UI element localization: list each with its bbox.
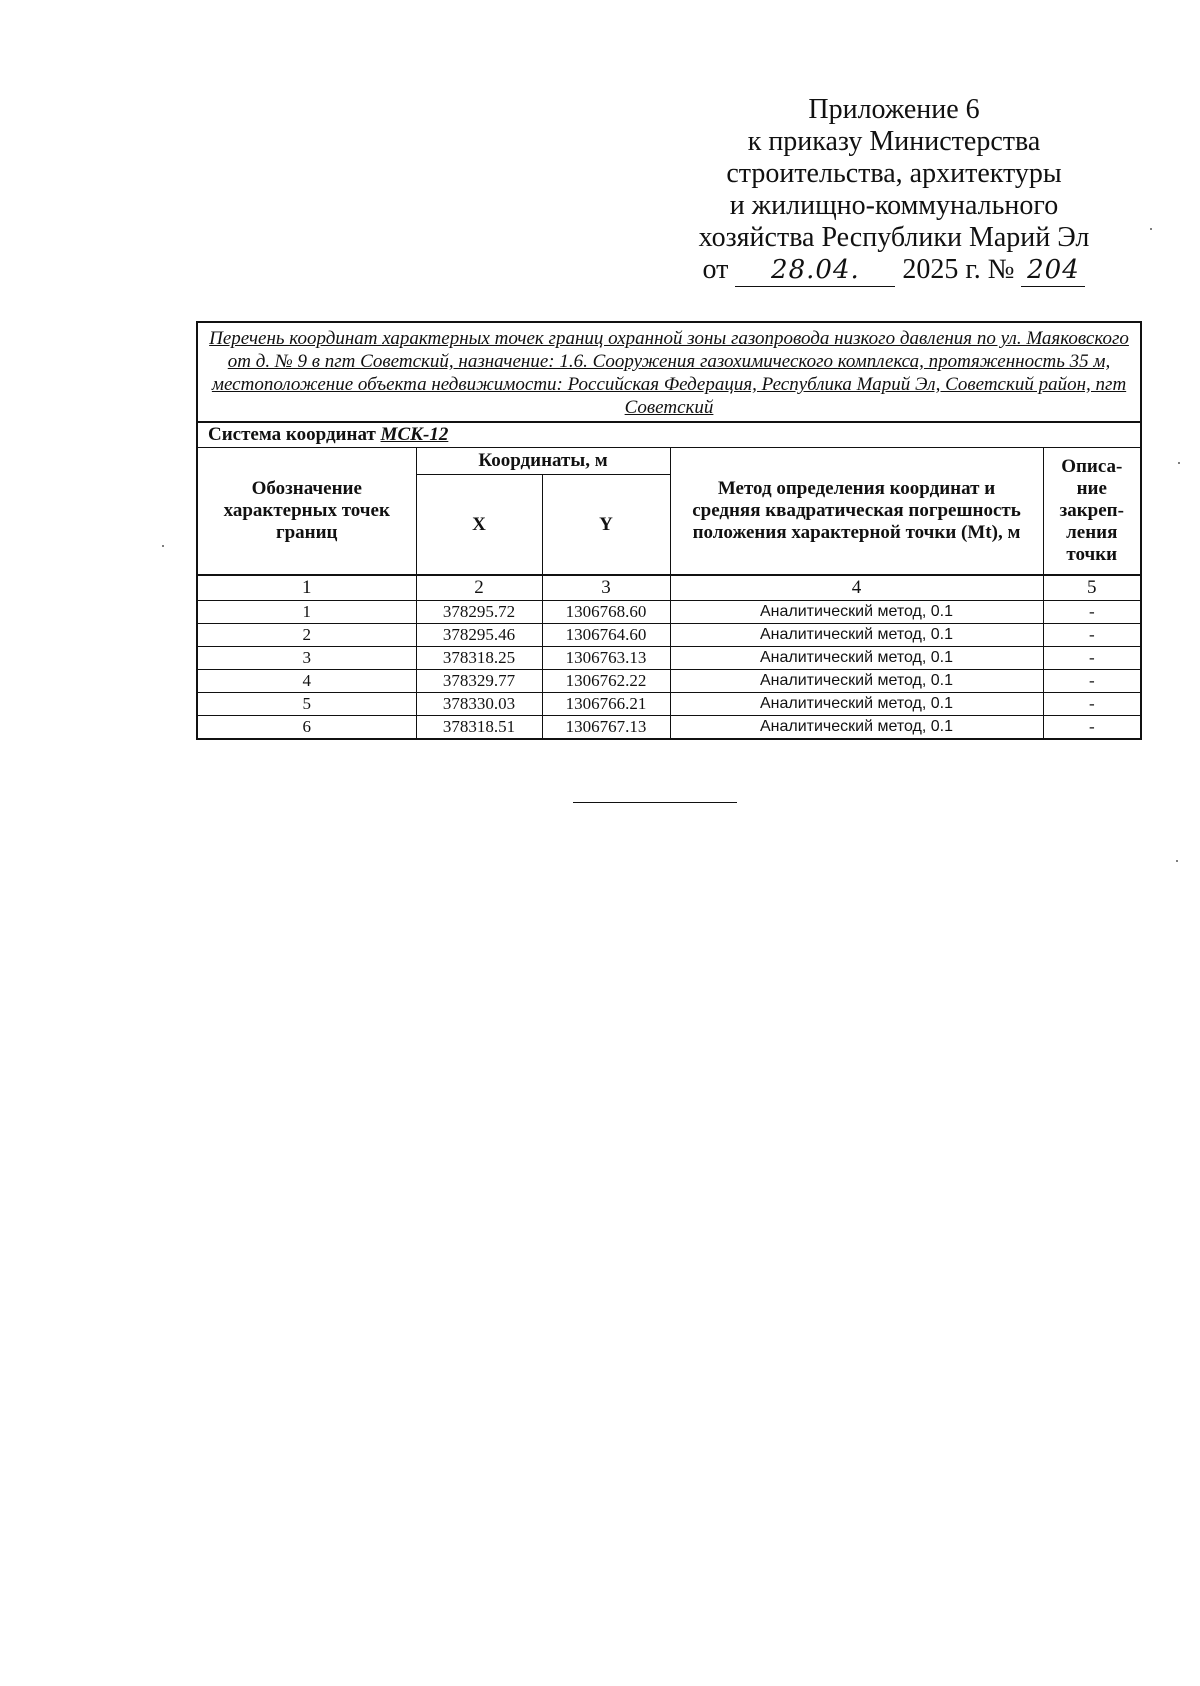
table-row [197,624,1141,647]
header-y: Y [542,475,670,576]
cell-point: 2 [197,624,416,647]
header-coords: Координаты, м [416,448,670,475]
table-title: Перечень координат характерных точек границ охранной зоны газопровода низкого давления по ул. Маяковского от д. № 9 в пгт Советский, назначение: 1.6. Сооружения газохимического комплекса, протяженность 35 м, местоположение объекта недвижимости: Российская Федерация, Республика Марий Эл, Советский район, пгт Советский [197,322,1141,422]
scan-speck [1178,462,1180,464]
header-x: X [416,475,542,576]
cell-method: Аналитический метод, 0.1 [670,716,1043,740]
coord-system-name: МСК-12 [380,424,449,445]
column-number: 2 [416,575,542,601]
cell-x: 378295.72 [416,601,542,624]
coord-system-label: Система координат [208,424,376,445]
cell-method: Аналитический метод, 0.1 [670,601,1043,624]
year-text: 2025 г. № [902,254,1015,285]
cell-method: Аналитический метод, 0.1 [670,647,1043,670]
cell-x: 378318.25 [416,647,542,670]
cell-point: 3 [197,647,416,670]
cell-point: 6 [197,716,416,740]
header-method: Метод определения координат и средняя квадратическая погрешность положения характерной точки (Mt), м [670,448,1043,576]
coordinates-table [196,321,1142,740]
header-row-1 [197,448,1141,475]
cell-desc: - [1043,670,1141,693]
cell-desc: - [1043,624,1141,647]
cell-desc: - [1043,693,1141,716]
cell-point: 4 [197,670,416,693]
column-number: 1 [197,575,416,601]
order-number-field [1021,254,1085,287]
cell-point: 1 [197,601,416,624]
cell-y: 1306764.60 [542,624,670,647]
cell-method: Аналитический метод, 0.1 [670,670,1043,693]
header-line-1: Приложение 6 [808,94,980,125]
column-numbers-row [197,575,1141,601]
handwritten-number: 204 [1027,255,1080,285]
closing-rule [573,802,737,803]
table-row [197,693,1141,716]
handwritten-date: 28.04. [771,255,860,285]
cell-x: 378329.77 [416,670,542,693]
cell-x: 378318.51 [416,716,542,740]
header-desc: Описа-ние закреп-ления точки [1043,448,1141,576]
cell-desc: - [1043,716,1141,740]
header-line-2: к приказу Министерства [747,126,1041,157]
cell-x: 378330.03 [416,693,542,716]
cell-desc: - [1043,647,1141,670]
cell-method: Аналитический метод, 0.1 [670,693,1043,716]
header-line-4: и жилищно-коммунального [729,190,1059,221]
cell-y: 1306766.21 [542,693,670,716]
header-date-line [684,254,1104,287]
column-number: 3 [542,575,670,601]
date-prefix: от [702,254,729,285]
scan-speck [162,545,164,547]
column-number: 4 [670,575,1043,601]
coord-system-row [197,422,1141,448]
header-line-5: хозяйства Республики Марий Эл [698,222,1090,253]
cell-point: 5 [197,693,416,716]
date-field [735,254,895,287]
table-row [197,670,1141,693]
cell-y: 1306763.13 [542,647,670,670]
header-point: Обозначение характерных точек границ [197,448,416,576]
cell-method: Аналитический метод, 0.1 [670,624,1043,647]
cell-y: 1306768.60 [542,601,670,624]
scan-speck [1150,228,1152,230]
scan-speck [1176,860,1178,862]
column-number: 5 [1043,575,1141,601]
document-header [684,94,1104,287]
cell-desc: - [1043,601,1141,624]
coord-system [197,422,1141,448]
cell-y: 1306767.13 [542,716,670,740]
table-row [197,601,1141,624]
table-title-row [197,322,1141,422]
header-line-3: строительства, архитектуры [726,158,1062,189]
table-row [197,647,1141,670]
cell-y: 1306762.22 [542,670,670,693]
cell-x: 378295.46 [416,624,542,647]
table-row [197,716,1141,740]
